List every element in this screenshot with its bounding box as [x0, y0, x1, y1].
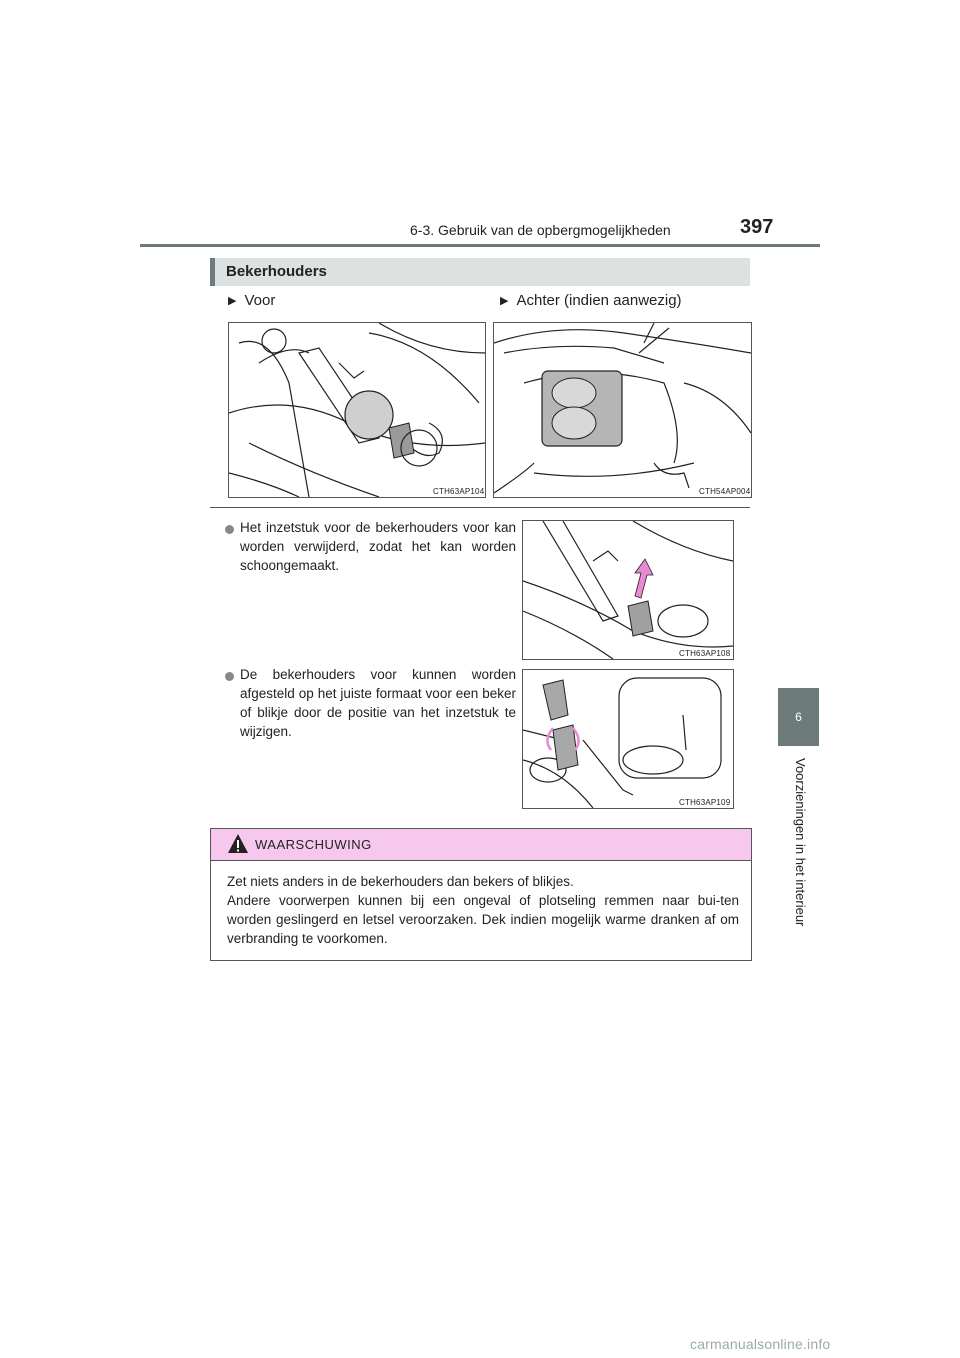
warning-triangle-icon — [227, 833, 249, 855]
chapter-label: Voorzieningen in het interieur — [793, 758, 808, 927]
bullet-text-adjustable-size: De bekerhouders voor kunnen worden afgesteld op het juiste formaat voor een beker of blikje door de positie van het inzetstuk te wijzigen. — [240, 667, 516, 739]
header-rule — [140, 244, 820, 247]
rear-cupholder-illustration — [494, 323, 751, 497]
warning-box — [210, 828, 752, 961]
watermark: carmanualsonline.info — [690, 1336, 831, 1352]
rear-label-text: Achter (indien aanwezig) — [516, 292, 682, 309]
figure-insert-adjustment — [522, 669, 734, 809]
front-cupholder-illustration — [229, 323, 485, 497]
figure-front-cupholders — [228, 322, 486, 498]
figure-code: CTH63AP109 — [679, 798, 731, 807]
warning-line-1: Zet niets anders in de bekerhouders dan bekers of blikjes. — [227, 874, 574, 889]
triangle-bullet-icon: ▶ — [228, 295, 237, 307]
figure-code: CTH54AP004 — [699, 487, 751, 496]
figure-code: CTH63AP108 — [679, 649, 731, 658]
insert-removal-illustration — [523, 521, 733, 659]
chapter-number: 6 — [795, 710, 802, 724]
section-header — [210, 258, 750, 286]
bullet-dot — [225, 672, 234, 681]
figure-insert-removal — [522, 520, 734, 660]
front-label-text: Voor — [244, 292, 276, 309]
warning-header — [211, 829, 751, 861]
bullet-text-removable-insert: Het inzetstuk voor de bekerhouders voor kan worden verwijderd, zodat het kan worden schoongemaakt. — [240, 520, 516, 573]
bullet-dot — [225, 525, 234, 534]
insert-adjustment-illustration — [523, 670, 733, 808]
warning-title: WAARSCHUWING — [255, 837, 372, 852]
section-divider — [210, 507, 750, 508]
figure-code: CTH63AP104 — [433, 487, 485, 496]
warning-body — [227, 872, 739, 948]
triangle-bullet-icon: ▶ — [500, 295, 509, 307]
chapter-tab — [778, 688, 819, 746]
page-number: 397 — [740, 216, 774, 238]
header-title: 6-3. Gebruik van de opbergmogelijkheden — [410, 222, 671, 238]
warning-line-2: Andere voorwerpen kunnen bij een ongeval of plotseling remmen naar bui-ten worden geslingerd en letsel veroorzaken. Dek indien mogelijk warme dranken af om verbranding te voorkomen. — [227, 893, 739, 946]
section-header-bar — [210, 258, 215, 286]
figure-rear-cupholders — [493, 322, 752, 498]
front-label — [228, 292, 275, 309]
rear-label — [500, 292, 682, 309]
section-title: Bekerhouders — [226, 263, 327, 280]
